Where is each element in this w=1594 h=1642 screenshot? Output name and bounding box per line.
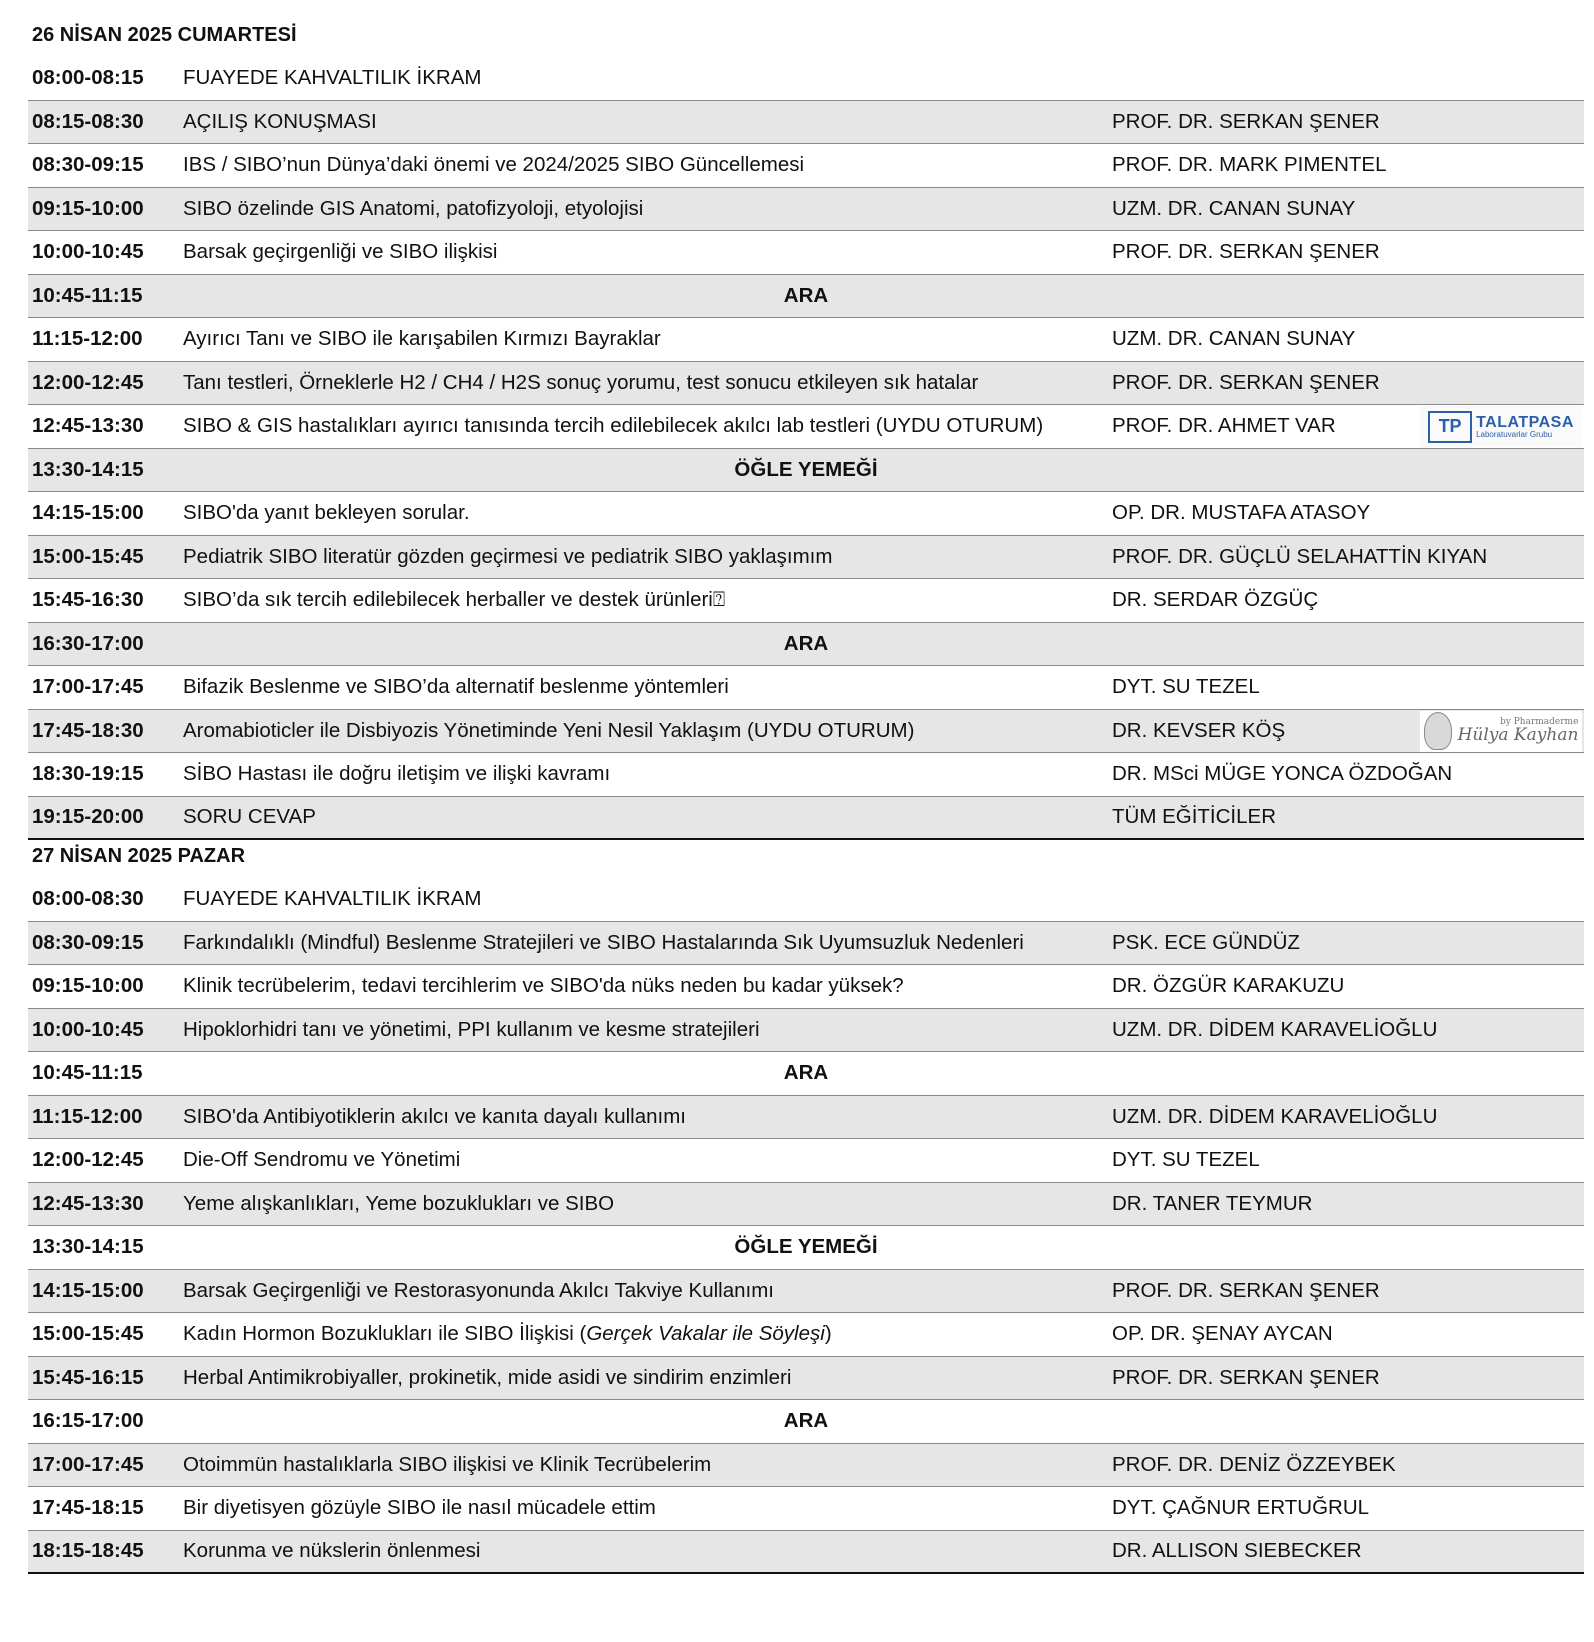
session-topic xyxy=(183,1313,832,1356)
session-speaker: OP. DR. ŞENAY AYCAN xyxy=(1112,1322,1333,1346)
schedule-row xyxy=(28,1226,1584,1270)
schedule-row xyxy=(28,57,1584,101)
break-label: ÖĞLE YEMEĞİ xyxy=(734,1235,878,1259)
talatpasa-mark-icon: TP xyxy=(1428,411,1472,443)
topic-text: Hipoklorhidri tanı ve yönetimi, PPI kullanım ve kesme stratejileri xyxy=(183,1017,760,1041)
session-topic xyxy=(183,362,978,405)
session-speaker: UZM. DR. DİDEM KARAVELİOĞLU xyxy=(1112,1017,1438,1041)
topic-text: SIBO'da yanıt bekleyen sorular. xyxy=(183,501,470,525)
session-speaker: DYT. SU TEZEL xyxy=(1112,675,1260,699)
talatpasa-logo xyxy=(1420,406,1582,447)
session-time: 17:45-18:30 xyxy=(32,718,144,742)
session-speaker: UZM. DR. CANAN SUNAY xyxy=(1112,327,1356,351)
session-time: 18:15-18:45 xyxy=(32,1539,144,1563)
session-time: 09:15-10:00 xyxy=(32,974,144,998)
session-speaker: PROF. DR. SERKAN ŞENER xyxy=(1112,240,1380,264)
session-speaker: PROF. DR. DENİZ ÖZZEYBEK xyxy=(1112,1452,1396,1476)
session-topic xyxy=(183,1009,760,1052)
session-speaker: PROF. DR. GÜÇLÜ SELAHATTİN KIYAN xyxy=(1112,544,1488,568)
day-2-schedule xyxy=(28,834,1584,1574)
session-speaker: PROF. DR. SERKAN ŞENER xyxy=(1112,1278,1380,1302)
topic-text: Herbal Antimikrobiyaller, prokinetik, mide asidi ve sindirim enzimleri xyxy=(183,1365,792,1389)
schedule-row xyxy=(28,878,1584,922)
topic-text: Ayırıcı Tanı ve SIBO ile karışabilen Kırmızı Bayraklar xyxy=(183,327,661,351)
schedule-row xyxy=(28,536,1584,580)
topic-text: SIBO'da Antibiyotiklerin akılcı ve kanıta dayalı kullanımı xyxy=(183,1104,686,1128)
session-time: 17:00-17:45 xyxy=(32,1452,144,1476)
session-topic xyxy=(183,231,497,274)
schedule-row xyxy=(28,1400,1584,1444)
session-time: 17:00-17:45 xyxy=(32,675,144,699)
session-speaker: DR. TANER TEYMUR xyxy=(1112,1191,1313,1215)
session-topic xyxy=(183,1531,480,1573)
topic-text: Farkındalıklı (Mindful) Beslenme Stratejileri ve SIBO Hastalarında Sık Uyumsuzluk Nedenleri xyxy=(183,930,1024,954)
topic-text: Die-Off Sendromu ve Yönetimi xyxy=(183,1148,461,1172)
session-time: 17:45-18:15 xyxy=(32,1496,144,1520)
session-topic xyxy=(183,1444,711,1487)
schedule-row xyxy=(28,753,1584,797)
schedule-row xyxy=(28,1531,1584,1575)
topic-text: SORU CEVAP xyxy=(183,805,316,829)
topic-text: SIBO özelinde GIS Anatomi, patofizyoloji, etyolojisi xyxy=(183,196,644,220)
schedule-row xyxy=(28,1096,1584,1140)
topic-text: SIBO’da sık tercih edilebilecek herballer ve destek ürünleri⍰ xyxy=(183,588,726,612)
session-time: 15:00-15:45 xyxy=(32,544,144,568)
session-time: 10:45-11:15 xyxy=(32,283,143,307)
session-time: 12:00-12:45 xyxy=(32,1148,144,1172)
topic-text: Aromabioticler ile Disbiyozis Yönetiminde Yeni Nesil Yaklaşım (UYDU OTURUM) xyxy=(183,718,915,742)
session-topic xyxy=(183,579,725,622)
schedule-row xyxy=(28,1270,1584,1314)
session-topic xyxy=(183,101,377,144)
topic-text: Barsak Geçirgenliği ve Restorasyonunda Akılcı Takviye Kullanımı xyxy=(183,1278,774,1302)
break-label: ARA xyxy=(783,631,829,655)
session-topic xyxy=(183,878,481,921)
schedule-row xyxy=(28,405,1584,449)
session-time: 10:00-10:45 xyxy=(32,1017,144,1041)
session-topic xyxy=(183,188,643,231)
schedule-row xyxy=(28,275,1584,319)
session-speaker: PROF. DR. SERKAN ŞENER xyxy=(1112,370,1380,394)
break-label: ARA xyxy=(783,1061,829,1085)
topic-italic-text: Gerçek Vakalar ile Söyleşi xyxy=(586,1322,825,1346)
schedule-row xyxy=(28,362,1584,406)
session-speaker: OP. DR. MUSTAFA ATASOY xyxy=(1112,501,1371,525)
topic-text: SIBO & GIS hastalıkları ayırıcı tanısında tercih edilebilecek akılcı lab testleri (UYDU OTURUM) xyxy=(183,414,1044,438)
session-topic xyxy=(183,753,610,796)
topic-text: AÇILIŞ KONUŞMASI xyxy=(183,109,377,133)
schedule-row xyxy=(28,965,1584,1009)
topic-text: Korunma ve nükslerin önlenmesi xyxy=(183,1539,481,1563)
session-speaker: PROF. DR. MARK PIMENTEL xyxy=(1112,153,1387,177)
session-topic xyxy=(183,965,904,1008)
session-speaker: TÜM EĞİTİCİLER xyxy=(1112,805,1277,829)
schedule-row xyxy=(28,449,1584,493)
hulya-by: by Pharmaderme xyxy=(1500,717,1579,727)
session-time: 10:45-11:15 xyxy=(32,1061,143,1085)
session-time: 08:00-08:15 xyxy=(32,66,144,90)
topic-text: Klinik tecrübelerim, tedavi tercihlerim ve SIBO'da nüks neden bu kadar yüksek? xyxy=(183,974,904,998)
schedule-row xyxy=(28,710,1584,754)
schedule-row xyxy=(28,1139,1584,1183)
break-label: ARA xyxy=(783,283,829,307)
topic-text: Yeme alışkanlıkları, Yeme bozuklukları ve SIBO xyxy=(183,1191,615,1215)
schedule-row xyxy=(28,922,1584,966)
topic-end-text: ) xyxy=(824,1322,832,1346)
session-speaker: DR. ALLISON SIEBECKER xyxy=(1112,1539,1362,1563)
schedule-row xyxy=(28,318,1584,362)
session-time: 12:45-13:30 xyxy=(32,414,144,438)
session-time: 11:15-12:00 xyxy=(32,1104,143,1128)
day-1-rows xyxy=(28,57,1584,840)
topic-text: FUAYEDE KAHVALTILIK İKRAM xyxy=(183,887,482,911)
talatpasa-text xyxy=(1476,415,1574,439)
schedule-row xyxy=(28,579,1584,623)
session-topic xyxy=(183,1487,656,1530)
session-topic xyxy=(183,797,316,839)
session-time: 16:30-17:00 xyxy=(32,631,144,655)
hulya-text xyxy=(1458,718,1579,744)
session-topic xyxy=(183,405,1043,448)
session-time: 14:15-15:00 xyxy=(32,1278,144,1302)
session-topic xyxy=(183,922,1024,965)
session-speaker: UZM. DR. DİDEM KARAVELİOĞLU xyxy=(1112,1104,1438,1128)
day-2-title: 27 NİSAN 2025 PAZAR xyxy=(32,845,246,867)
schedule-row xyxy=(28,1183,1584,1227)
schedule-row xyxy=(28,1313,1584,1357)
session-speaker: UZM. DR. CANAN SUNAY xyxy=(1112,196,1356,220)
session-topic xyxy=(183,57,481,100)
schedule-row xyxy=(28,101,1584,145)
schedule-row xyxy=(28,144,1584,188)
session-time: 08:15-08:30 xyxy=(32,109,144,133)
session-time: 13:30-14:15 xyxy=(32,457,144,481)
topic-text: Pediatrik SIBO literatür gözden geçirmesi ve pediatrik SIBO yaklaşımım xyxy=(183,544,833,568)
woman-portrait-icon xyxy=(1424,712,1452,750)
session-speaker: DYT. SU TEZEL xyxy=(1112,1148,1260,1172)
session-topic xyxy=(183,492,470,535)
session-speaker: PROF. DR. SERKAN ŞENER xyxy=(1112,1365,1380,1389)
session-speaker: DR. ÖZGÜR KARAKUZU xyxy=(1112,974,1345,998)
session-time: 15:00-15:45 xyxy=(32,1322,144,1346)
schedule-row xyxy=(28,623,1584,667)
topic-text: Kadın Hormon Bozuklukları ile SIBO İlişkisi ( xyxy=(183,1322,587,1346)
schedule-row xyxy=(28,1357,1584,1401)
session-time: 12:00-12:45 xyxy=(32,370,144,394)
day-2-rows xyxy=(28,878,1584,1574)
day-1-title: 26 NİSAN 2025 CUMARTESİ xyxy=(32,24,297,46)
session-time: 08:00-08:30 xyxy=(32,887,144,911)
session-topic xyxy=(183,710,914,753)
break-label: ARA xyxy=(783,1409,829,1433)
schedule-row xyxy=(28,1009,1584,1053)
session-topic xyxy=(183,144,804,187)
topic-text: IBS / SIBO’nun Dünya’daki önemi ve 2024/2025 SIBO Güncellemesi xyxy=(183,153,805,177)
session-time: 08:30-09:15 xyxy=(32,930,144,954)
topic-text: Otoimmün hastalıklarla SIBO ilişkisi ve Klinik Tecrübelerim xyxy=(183,1452,712,1476)
topic-text: Bifazik Beslenme ve SIBO’da alternatif beslenme yöntemleri xyxy=(183,675,729,699)
session-topic xyxy=(183,536,832,579)
session-time: 18:30-19:15 xyxy=(32,762,144,786)
session-topic xyxy=(183,318,661,361)
topic-text: Bir diyetisyen gözüyle SIBO ile nasıl mücadele ettim xyxy=(183,1496,656,1520)
session-time: 16:15-17:00 xyxy=(32,1409,144,1433)
session-time: 15:45-16:15 xyxy=(32,1365,144,1389)
session-time: 10:00-10:45 xyxy=(32,240,144,264)
schedule-row xyxy=(28,1444,1584,1488)
day-1-schedule xyxy=(28,13,1584,840)
session-time: 09:15-10:00 xyxy=(32,196,144,220)
session-time: 19:15-20:00 xyxy=(32,805,144,829)
schedule-row xyxy=(28,492,1584,536)
session-time: 12:45-13:30 xyxy=(32,1191,144,1215)
topic-text: FUAYEDE KAHVALTILIK İKRAM xyxy=(183,66,482,90)
hulya-kayhan-logo xyxy=(1420,711,1582,752)
schedule-row xyxy=(28,188,1584,232)
session-topic xyxy=(183,1139,460,1182)
schedule-row xyxy=(28,231,1584,275)
session-time: 08:30-09:15 xyxy=(32,153,144,177)
schedule-row xyxy=(28,1487,1584,1531)
session-time: 15:45-16:30 xyxy=(32,588,144,612)
session-speaker: DR. MSci MÜGE YONCA ÖZDOĞAN xyxy=(1112,762,1453,786)
talatpasa-sub: Laboratuvarlar Grubu xyxy=(1476,429,1553,439)
session-speaker: PROF. DR. AHMET VAR xyxy=(1112,414,1336,438)
session-speaker: PSK. ECE GÜNDÜZ xyxy=(1112,930,1300,954)
session-topic xyxy=(183,1096,686,1139)
session-time: 13:30-14:15 xyxy=(32,1235,144,1259)
session-time: 14:15-15:00 xyxy=(32,501,144,525)
session-speaker: DR. KEVSER KÖŞ xyxy=(1112,718,1286,742)
schedule-row xyxy=(28,1052,1584,1096)
session-topic xyxy=(183,666,729,709)
topic-text: Barsak geçirgenliği ve SIBO ilişkisi xyxy=(183,240,498,264)
talatpasa-name: TALATPASA xyxy=(1476,413,1574,431)
topic-text: Tanı testleri, Örneklerle H2 / CH4 / H2S sonuç yorumu, test sonucu etkileyen sık hatalar xyxy=(183,370,979,394)
session-speaker: DR. SERDAR ÖZGÜÇ xyxy=(1112,588,1319,612)
session-topic xyxy=(183,1270,774,1313)
hulya-name: Hülya Kayhan xyxy=(1457,725,1579,745)
break-label: ÖĞLE YEMEĞİ xyxy=(734,457,878,481)
session-topic xyxy=(183,1357,791,1400)
session-time: 11:15-12:00 xyxy=(32,327,143,351)
schedule-row xyxy=(28,666,1584,710)
session-topic xyxy=(183,1183,614,1226)
session-speaker: PROF. DR. SERKAN ŞENER xyxy=(1112,109,1380,133)
topic-text: SİBO Hastası ile doğru iletişim ve ilişki kavramı xyxy=(183,762,611,786)
session-speaker: DYT. ÇAĞNUR ERTUĞRUL xyxy=(1112,1496,1370,1520)
